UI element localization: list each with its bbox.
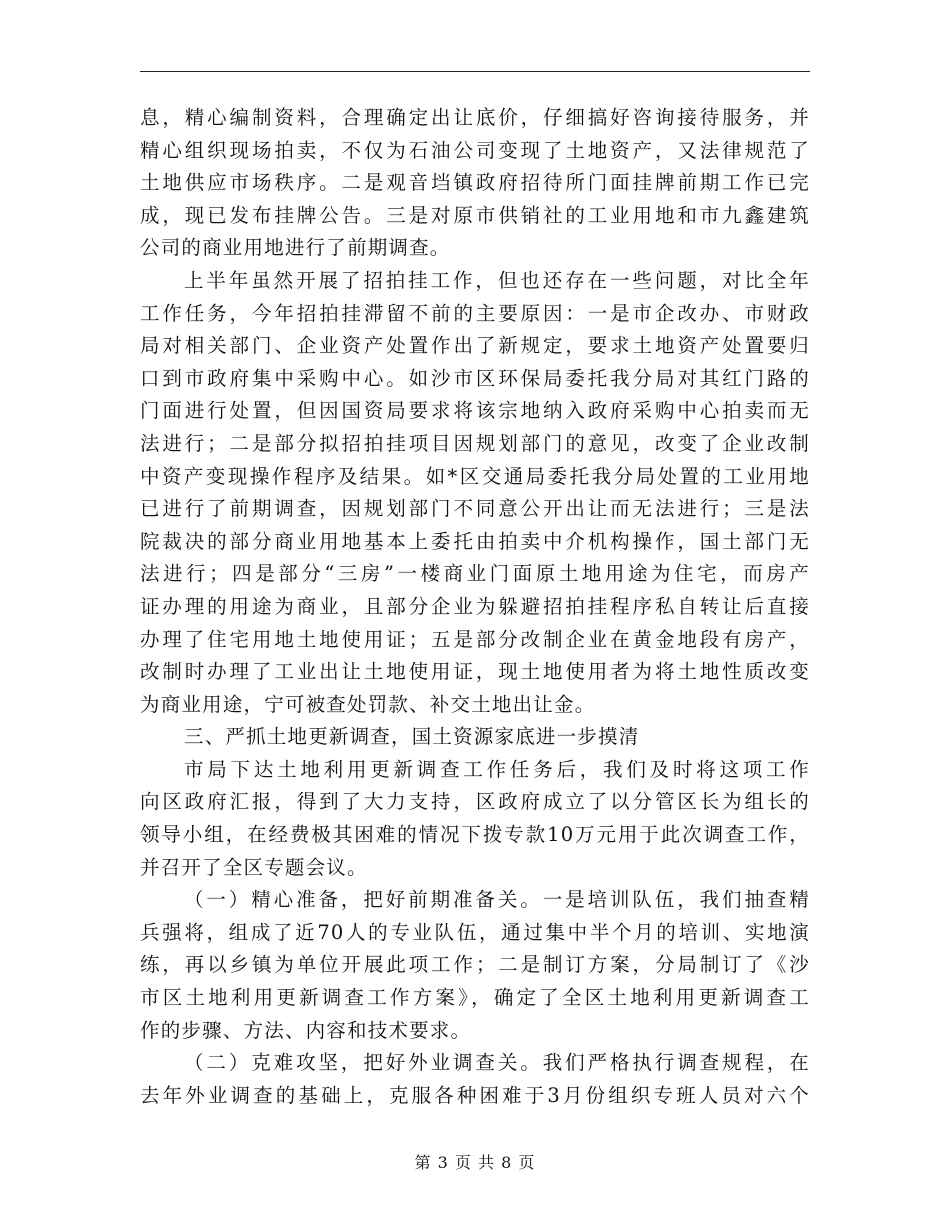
paragraph-line: 工作任务，今年招拍挂滞留不前的主要原因：一是市企改办、市财政 (140, 301, 810, 325)
paragraph-line: （二）克难攻坚，把好外业调查关。我们严格执行调查规程，在 (184, 1051, 810, 1075)
paragraph-line: 市局下达土地利用更新调查工作任务后，我们及时将这项工作 (184, 757, 810, 781)
paragraph-line: 领导小组，在经费极其困难的情况下拨专款10万元用于此次调查工作， (140, 823, 810, 847)
page-number-label: 第 3 页 共 8 页 (414, 1153, 536, 1172)
paragraph-line: 上半年虽然开展了招拍挂工作，但也还存在一些问题，对比全年 (184, 268, 810, 292)
paragraph-line: 去年外业调查的基础上，克服各种困难于3月份组织专班人员对六个 (140, 1083, 810, 1107)
paragraph-line: 法进行；四是部分“三房”一楼商业门面原土地用途为住宅，而房产 (140, 562, 810, 586)
paragraph-line: 办理了住宅用地土地使用证；五是部分改制企业在黄金地段有房产， (140, 627, 810, 651)
paragraph-line: 局对相关部门、企业资产处置作出了新规定，要求土地资产处置要归 (140, 334, 810, 358)
paragraph-line: 土地供应市场秩序。二是观音垱镇政府招待所门面挂牌前期工作已完 (140, 171, 810, 195)
page-footer (0, 1150, 950, 1173)
paragraph-line: 市区土地利用更新调查工作方案》，确定了全区土地利用更新调查工 (140, 986, 810, 1010)
paragraph-line: 成，现已发布挂牌公告。三是对原市供销社的工业用地和市九鑫建筑 (140, 203, 810, 227)
paragraph-line: 精心组织现场拍卖，不仅为石油公司变现了土地资产，又法律规范了 (140, 138, 810, 162)
paragraph-line: 向区政府汇报，得到了大力支持，区政府成立了以分管区长为组长的 (140, 790, 810, 814)
paragraph-line: 改制时办理了工业出让土地使用证，现土地使用者为将土地性质改变 (140, 660, 810, 684)
paragraph-line: 息，精心编制资料，合理确定出让底价，仔细搞好咨询接待服务，并 (140, 106, 810, 129)
paragraph-line: 公司的商业用地进行了前期调查。 (140, 236, 451, 260)
paragraph-line: 作的步骤、方法、内容和技术要求。 (140, 1018, 472, 1042)
paragraph-line: （一）精心准备，把好前期准备关。一是培训队伍，我们抽查精 (184, 888, 810, 912)
paragraph-line: 法进行；二是部分拟招拍挂项目因规划部门的意见，改变了企业改制 (140, 431, 810, 455)
paragraph-line: 练，再以乡镇为单位开展此项工作；二是制订方案，分局制订了《沙 (140, 953, 810, 977)
paragraph-line: 院裁决的部分商业用地基本上委托由拍卖中介机构操作，国土部门无 (140, 529, 810, 553)
paragraph-line: 并召开了全区专题会议。 (140, 855, 368, 879)
paragraph-line: 已进行了前期调查，因规划部门不同意公开出让而无法进行；三是法 (140, 497, 810, 521)
paragraph-line: 门面进行处置，但因国资局要求将该宗地纳入政府采购中心拍卖而无 (140, 399, 810, 423)
paragraph-line: 口到市政府集中采购中心。如沙市区环保局委托我分局对其红门路的 (140, 366, 810, 390)
paragraph-line: 兵强将，组成了近70人的专业队伍，通过集中半个月的培训、实地演 (140, 920, 810, 944)
document-body (140, 102, 810, 1112)
paragraph-line: 证办理的用途为商业，且部分企业为躲避招拍挂程序私自转让后直接 (140, 594, 810, 618)
paragraph-line: 中资产变现操作程序及结果。如*区交通局委托我分局处置的工业用地 (140, 464, 810, 488)
paragraph-line: 为商业用途，宁可被查处罚款、补交土地出让金。 (140, 692, 596, 716)
paragraph-line: 三、严抓土地更新调查，国土资源家底进一步摸清 (184, 725, 640, 749)
header-rule (140, 71, 810, 72)
